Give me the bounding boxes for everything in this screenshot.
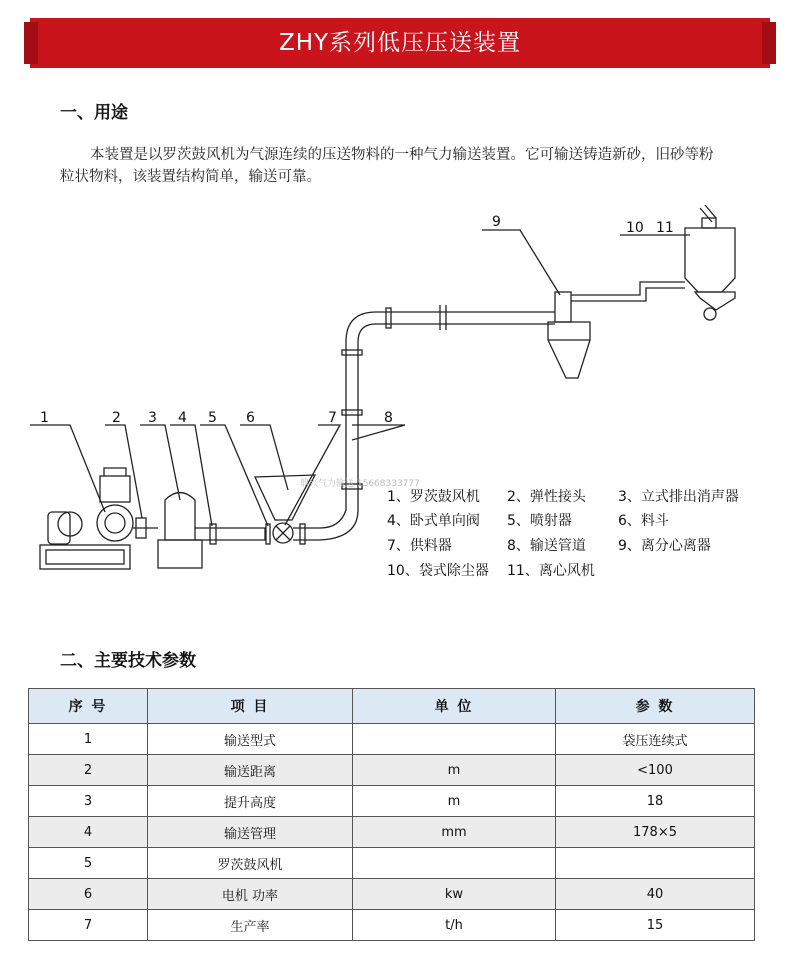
table-cell: t/h (353, 910, 556, 941)
callout-line-1 (30, 425, 105, 512)
fan-housing (702, 218, 716, 228)
blower-rotor (105, 513, 125, 533)
callout-line-6 (240, 425, 288, 490)
callout-2: 2 (112, 410, 121, 426)
table-cell: 5 (29, 848, 148, 879)
table-cell: 输送距离 (148, 755, 353, 786)
callout-7: 7 (328, 410, 337, 426)
watermark: 鼎兴气力输送 15668333777 (300, 479, 420, 489)
page-title: ZHY系列低压压送装置 (278, 30, 522, 56)
table-row (29, 724, 755, 755)
feeder-cross (276, 526, 290, 540)
intro-line-1: 本装置是以罗茨鼓风机为气源连续的压送物料的一种气力输送装置。它可输送铸造新砂，旧砂等粉 (90, 147, 714, 163)
callout-11: 11 (656, 220, 674, 236)
table-cell (556, 848, 755, 879)
blower-silencer-cap (104, 468, 126, 476)
header-cell: 序 号 (29, 689, 148, 724)
table-cell: 电机 功率 (148, 879, 353, 910)
conveying-pipe-inner (293, 324, 555, 540)
table-row (29, 879, 755, 910)
table-row (29, 817, 755, 848)
cyclone-separator (548, 322, 590, 378)
pipe-joint-marks (440, 305, 446, 330)
table-row (29, 755, 755, 786)
table-cell: 袋压连续式 (556, 724, 755, 755)
check-valve (210, 524, 216, 544)
table-cell: 3 (29, 786, 148, 817)
bag-dust-collector (685, 228, 735, 292)
table-cell: m (353, 755, 556, 786)
header-cell: 项 目 (148, 689, 353, 724)
collector-outlet (704, 308, 716, 320)
legend-item: 6、料斗 (618, 513, 669, 529)
legend-item: 1、罗茨鼓风机 (387, 489, 480, 505)
callout-6: 6 (246, 410, 255, 426)
table-cell: 6 (29, 879, 148, 910)
table-cell: 罗茨鼓风机 (148, 848, 353, 879)
table-cell: 7 (29, 910, 148, 941)
callout-4: 4 (178, 410, 187, 426)
tech-params-table (28, 688, 755, 941)
header-cell: 单 位 (353, 689, 556, 724)
callout-line-2 (105, 425, 142, 518)
riser-flange-mid (342, 410, 362, 415)
table-row (29, 786, 755, 817)
table-cell (353, 724, 556, 755)
table-cell: 15 (556, 910, 755, 941)
callout-line-5 (200, 425, 268, 526)
legend-item: 7、供料器 (387, 538, 452, 554)
blower-silencer (100, 476, 130, 502)
legend-item: 11、离心风机 (507, 563, 595, 579)
blower-housing (97, 505, 133, 541)
callout-line-4 (170, 425, 212, 526)
callout-9: 9 (492, 214, 501, 230)
callout-1: 1 (40, 410, 49, 426)
callout-8: 8 (384, 410, 393, 426)
callout-10: 10 (626, 220, 644, 236)
table-cell: 输送管理 (148, 817, 353, 848)
table-cell: 18 (556, 786, 755, 817)
legend-item: 5、喷射器 (507, 513, 572, 529)
silencer-base (158, 540, 202, 568)
header-cell: 参 数 (556, 689, 755, 724)
legend-item: 8、输送管道 (507, 538, 586, 554)
section-heading-usage: 一、用途 (60, 103, 128, 123)
table-header-row (29, 689, 755, 724)
cyclone-inlet (555, 292, 571, 322)
table-cell: <100 (556, 755, 755, 786)
table-cell: m (353, 786, 556, 817)
collector-hopper (695, 292, 735, 310)
riser-flange-high (342, 350, 362, 355)
elbow-flange (386, 308, 391, 328)
callout-5: 5 (208, 410, 217, 426)
table-cell: 2 (29, 755, 148, 786)
table-cell: 提升高度 (148, 786, 353, 817)
callout-line-8 (352, 425, 405, 440)
table-cell: 1 (29, 724, 148, 755)
legend-item: 9、离分心离器 (618, 538, 711, 554)
callout-3: 3 (148, 410, 157, 426)
legend-item: 3、立式排出消声器 (618, 489, 739, 505)
title-banner (30, 18, 770, 68)
table-cell: 178×5 (556, 817, 755, 848)
table-cell (353, 848, 556, 879)
blower-base (40, 545, 130, 569)
callout-line-9 (482, 230, 560, 295)
table-row (29, 910, 755, 941)
table-cell: 生产率 (148, 910, 353, 941)
legend-item: 10、袋式除尘器 (387, 563, 489, 579)
ejector-flange (266, 524, 270, 544)
table-cell: mm (353, 817, 556, 848)
table-row (29, 848, 755, 879)
intro-line-2: 粒状物料，该装置结构简单，输送可靠。 (60, 169, 321, 185)
table-cell: 4 (29, 817, 148, 848)
table-cell: kw (353, 879, 556, 910)
table-cell: 40 (556, 879, 755, 910)
callout-line-7 (285, 425, 340, 525)
section-heading-params: 二、主要技术参数 (60, 651, 196, 671)
legend-item: 4、卧式单向阀 (387, 513, 480, 529)
callout-line-3 (140, 425, 180, 500)
legend-item: 2、弹性接头 (507, 489, 586, 505)
intro-paragraph (60, 144, 765, 188)
horizontal-pipe (195, 528, 265, 540)
table-cell: 输送型式 (148, 724, 353, 755)
blower-base-inner (46, 550, 124, 564)
pipe-flange (300, 524, 305, 544)
